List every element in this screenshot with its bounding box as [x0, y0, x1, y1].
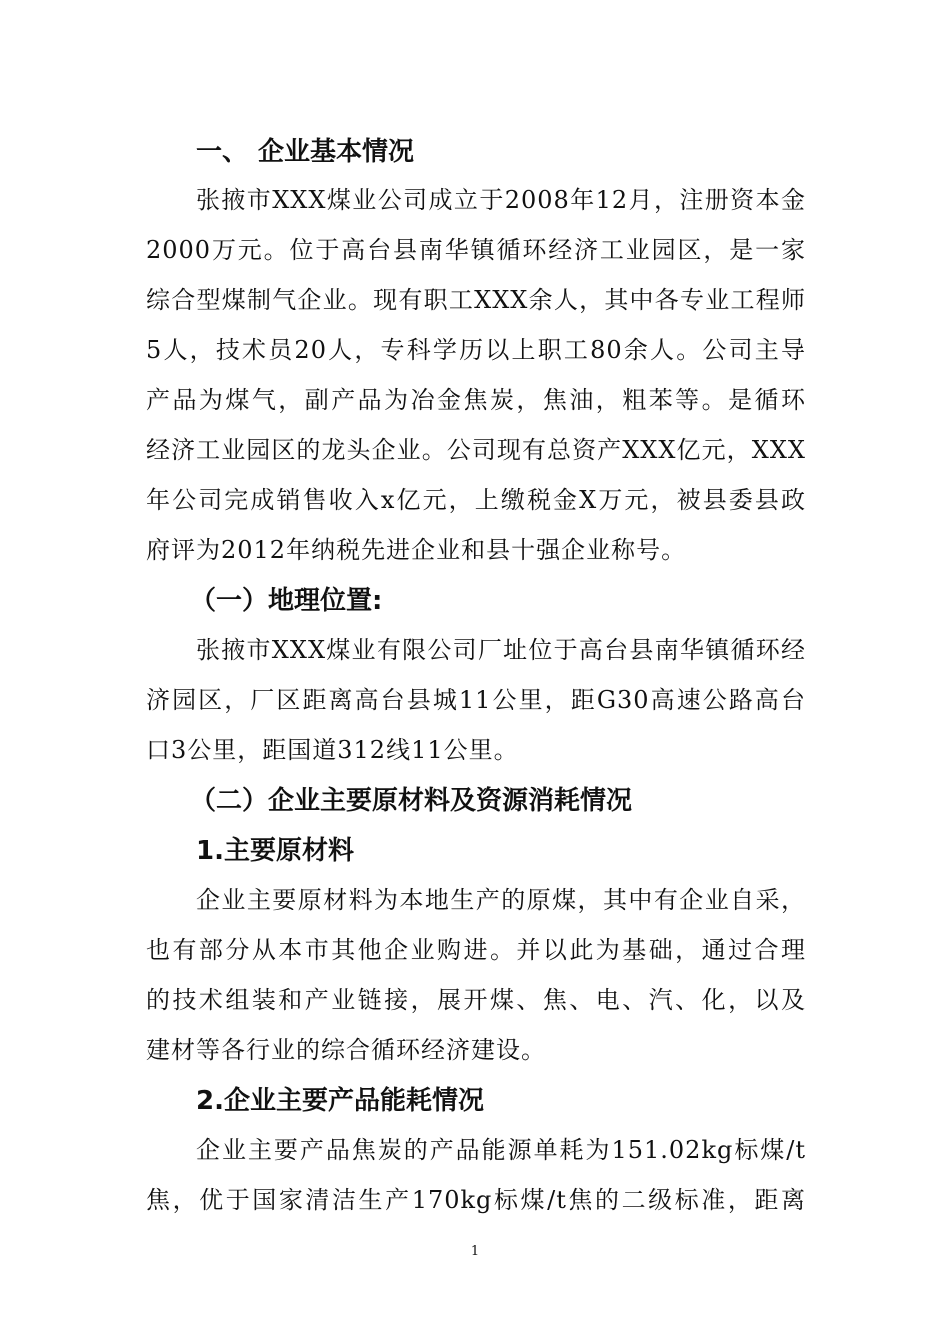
paragraph-line: 产品为煤气，副产品为冶金焦炭，焦油，粗苯等。是循环 — [146, 386, 806, 414]
page-number: 1 — [470, 1244, 480, 1259]
paragraph-line: 2000万元。位于高台县南华镇循环经济工业园区，是一家 — [146, 236, 806, 264]
paragraph-line: 的技术组装和产业链接，展开煤、焦、电、汽、化，以及 — [146, 986, 806, 1014]
section-number: 一、 — [196, 137, 249, 167]
paragraph-line: 建材等各行业的综合循环经济建设。 — [146, 1036, 546, 1064]
section-title: 企业基本情况 — [258, 137, 415, 167]
paragraph-line: 企业主要产品焦炭的产品能源单耗为151.02kg标煤/t — [196, 1136, 806, 1164]
paragraph-line: 经济工业园区的龙头企业。公司现有总资产XXX亿元，XXX — [146, 436, 806, 464]
paragraph-line: 张掖市XXX煤业有限公司厂址位于高台县南华镇循环经 — [196, 636, 806, 664]
section-heading — [196, 134, 414, 170]
item-heading: 2.企业主要产品能耗情况 — [196, 1086, 484, 1116]
paragraph-line: 焦，优于国家清洁生产170kg标煤/t焦的二级标准，距离 — [146, 1186, 806, 1214]
paragraph-line: 也有部分从本市其他企业购进。并以此为基础，通过合理 — [146, 936, 806, 964]
paragraph-line: 5人，技术员20人，专科学历以上职工80余人。公司主导 — [146, 336, 806, 364]
subsection-heading: （二）企业主要原材料及资源消耗情况 — [190, 786, 633, 816]
paragraph-line: 张掖市XXX煤业公司成立于2008年12月，注册资本金 — [196, 186, 806, 214]
paragraph-line: 企业主要原材料为本地生产的原煤，其中有企业自采， — [196, 886, 806, 914]
paragraph-line: 济园区，厂区距离高台县城11公里，距G30高速公路高台 — [146, 686, 806, 714]
paragraph-line: 口3公里，距国道312线11公里。 — [146, 736, 519, 764]
item-heading: 1.主要原材料 — [196, 836, 354, 866]
paragraph-line: 综合型煤制气企业。现有职工XXX余人，其中各专业工程师 — [146, 286, 806, 314]
paragraph-line: 府评为2012年纳税先进企业和县十强企业称号。 — [146, 536, 687, 564]
subsection-heading: （一）地理位置: — [190, 586, 383, 616]
paragraph-line: 年公司完成销售收入x亿元，上缴税金X万元，被县委县政 — [146, 486, 806, 514]
